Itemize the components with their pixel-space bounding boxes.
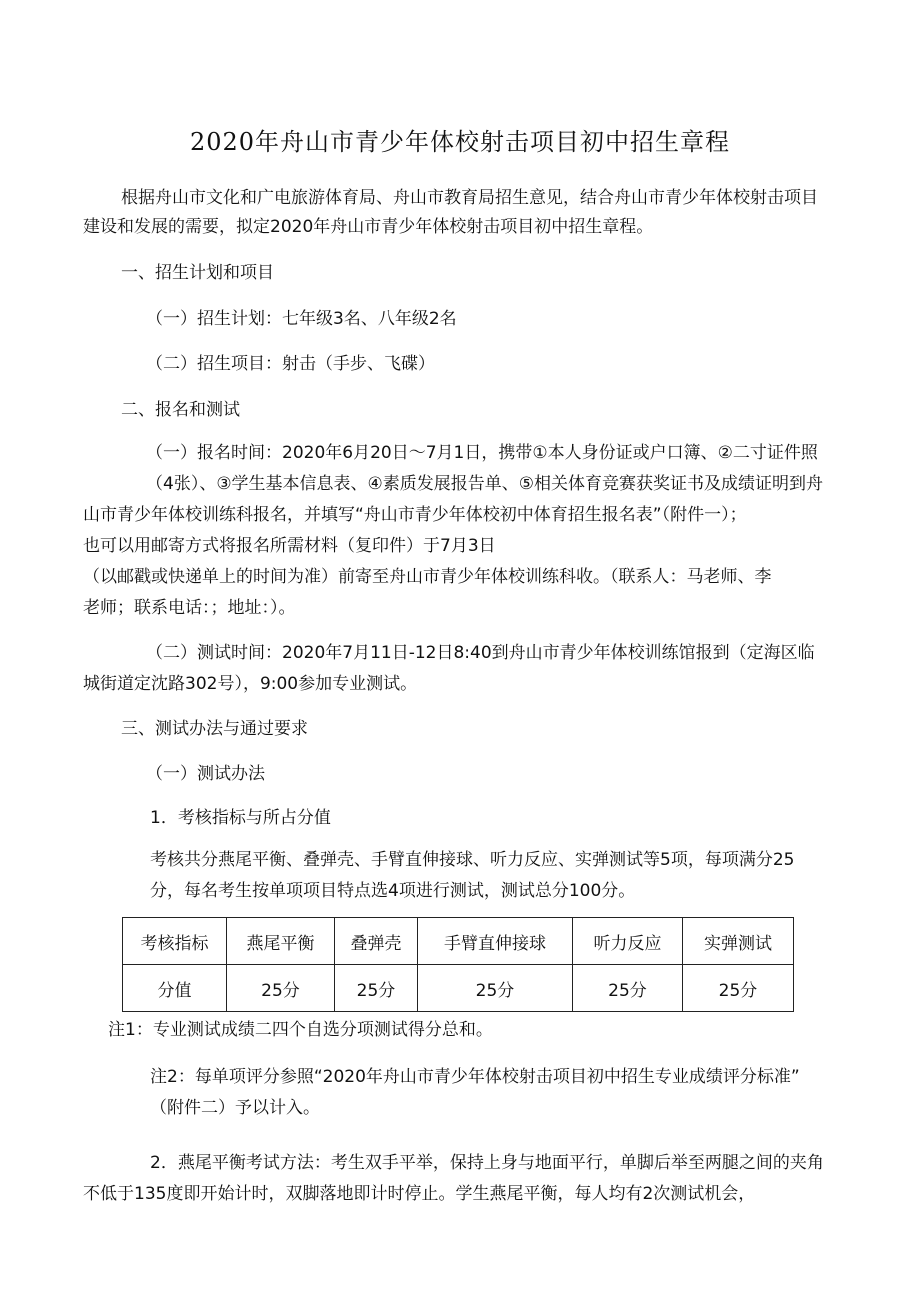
- section-2-heading: 二、报名和测试: [121, 400, 240, 420]
- enrollment-project: （二）招生项目：射击（手步、飞碟）: [146, 354, 435, 374]
- intro-line-1: 根据舟山市文化和广电旅游体育局、舟山市教育局招生意见，结合舟山市青少年体校射击项目: [121, 188, 818, 208]
- table-header-cell: 手臂直伸接球: [418, 918, 573, 965]
- table-cell: 25分: [683, 965, 794, 1012]
- registration-line-5: （以邮戳或快递单上的时间为准）前寄至舟山市青少年体校训练科收。（联系人：马老师、李: [83, 567, 772, 587]
- table-cell: 25分: [573, 965, 683, 1012]
- item-2-line-1: 2．燕尾平衡考试方法：考生双手平举，保持上身与地面平行，单脚后举至两腿之间的夹角: [150, 1153, 824, 1173]
- test-method-heading: （一）测试办法: [146, 764, 265, 784]
- section-3-heading: 三、测试办法与通过要求: [121, 719, 308, 739]
- registration-line-3: 山市青少年体校训练科报名，并填写“舟山市青少年体校初中体育招生报名表”（附件一）；: [83, 505, 747, 525]
- document-title: 2020年舟山市青少年体校射击项目初中招生章程: [189, 128, 731, 156]
- score-table: [122, 917, 794, 1012]
- item-2-line-2: 不低于135度即开始计时，双脚落地即计时停止。学生燕尾平衡，每人均有2次测试机会，: [83, 1184, 756, 1204]
- table-header-cell: 燕尾平衡: [227, 918, 335, 965]
- table-header-cell: 听力反应: [573, 918, 683, 965]
- registration-line-6: 老师；联系电话：；地址：）。: [83, 598, 296, 618]
- note-2-line-2: （附件二）予以计入。: [150, 1098, 320, 1118]
- note-1: 注1：专业测试成绩二四个自选分项测试得分总和。: [108, 1020, 493, 1040]
- registration-line-1: （一）报名时间：2020年6月20日〜7月1日，携带①本人身份证或户口簿、②二寸证件照: [146, 443, 818, 463]
- item-1-text-line-2: 分，每名考生按单项项目特点选4项进行测试，测试总分100分。: [150, 881, 636, 901]
- table-header-cell: 考核指标: [123, 918, 227, 965]
- table-header-cell: 实弹测试: [683, 918, 794, 965]
- section-1-heading: 一、招生计划和项目: [121, 263, 274, 283]
- test-time-line-1: （二）测试时间：2020年7月11日-12日8:40到舟山市青少年体校训练馆报到（定海区临: [146, 643, 815, 663]
- table-cell: 25分: [335, 965, 418, 1012]
- table-header-cell: 叠弹壳: [335, 918, 418, 965]
- table-header-row: [123, 918, 794, 965]
- test-time-line-2: 城街道定沈路302号），9:00参加专业测试。: [83, 674, 418, 694]
- note-2-line-1: 注2：每单项评分参照“2020年舟山市青少年体校射击项目初中招生专业成绩评分标准”: [150, 1067, 800, 1087]
- table-cell: 25分: [418, 965, 573, 1012]
- table-cell: 分值: [123, 965, 227, 1012]
- registration-line-4: 也可以用邮寄方式将报名所需材料（复印件）于7月3日: [83, 536, 496, 556]
- item-1-text-line-1: 考核共分燕尾平衡、叠弹壳、手臂直伸接球、听力反应、实弹测试等5项，每项满分25: [150, 850, 795, 870]
- table-cell: 25分: [227, 965, 335, 1012]
- table-row: [123, 965, 794, 1012]
- enrollment-plan: （一）招生计划：七年级3名、八年级2名: [146, 309, 457, 329]
- intro-line-2: 建设和发展的需要，拟定2020年舟山市青少年体校射击项目初中招生章程。: [83, 217, 654, 237]
- registration-line-2: （4张）、③学生基本信息表、④素质发展报告单、⑤相关体育竞赛获奖证书及成绩证明到舟: [146, 474, 824, 494]
- item-1-heading: 1．考核指标与所占分值: [150, 808, 331, 828]
